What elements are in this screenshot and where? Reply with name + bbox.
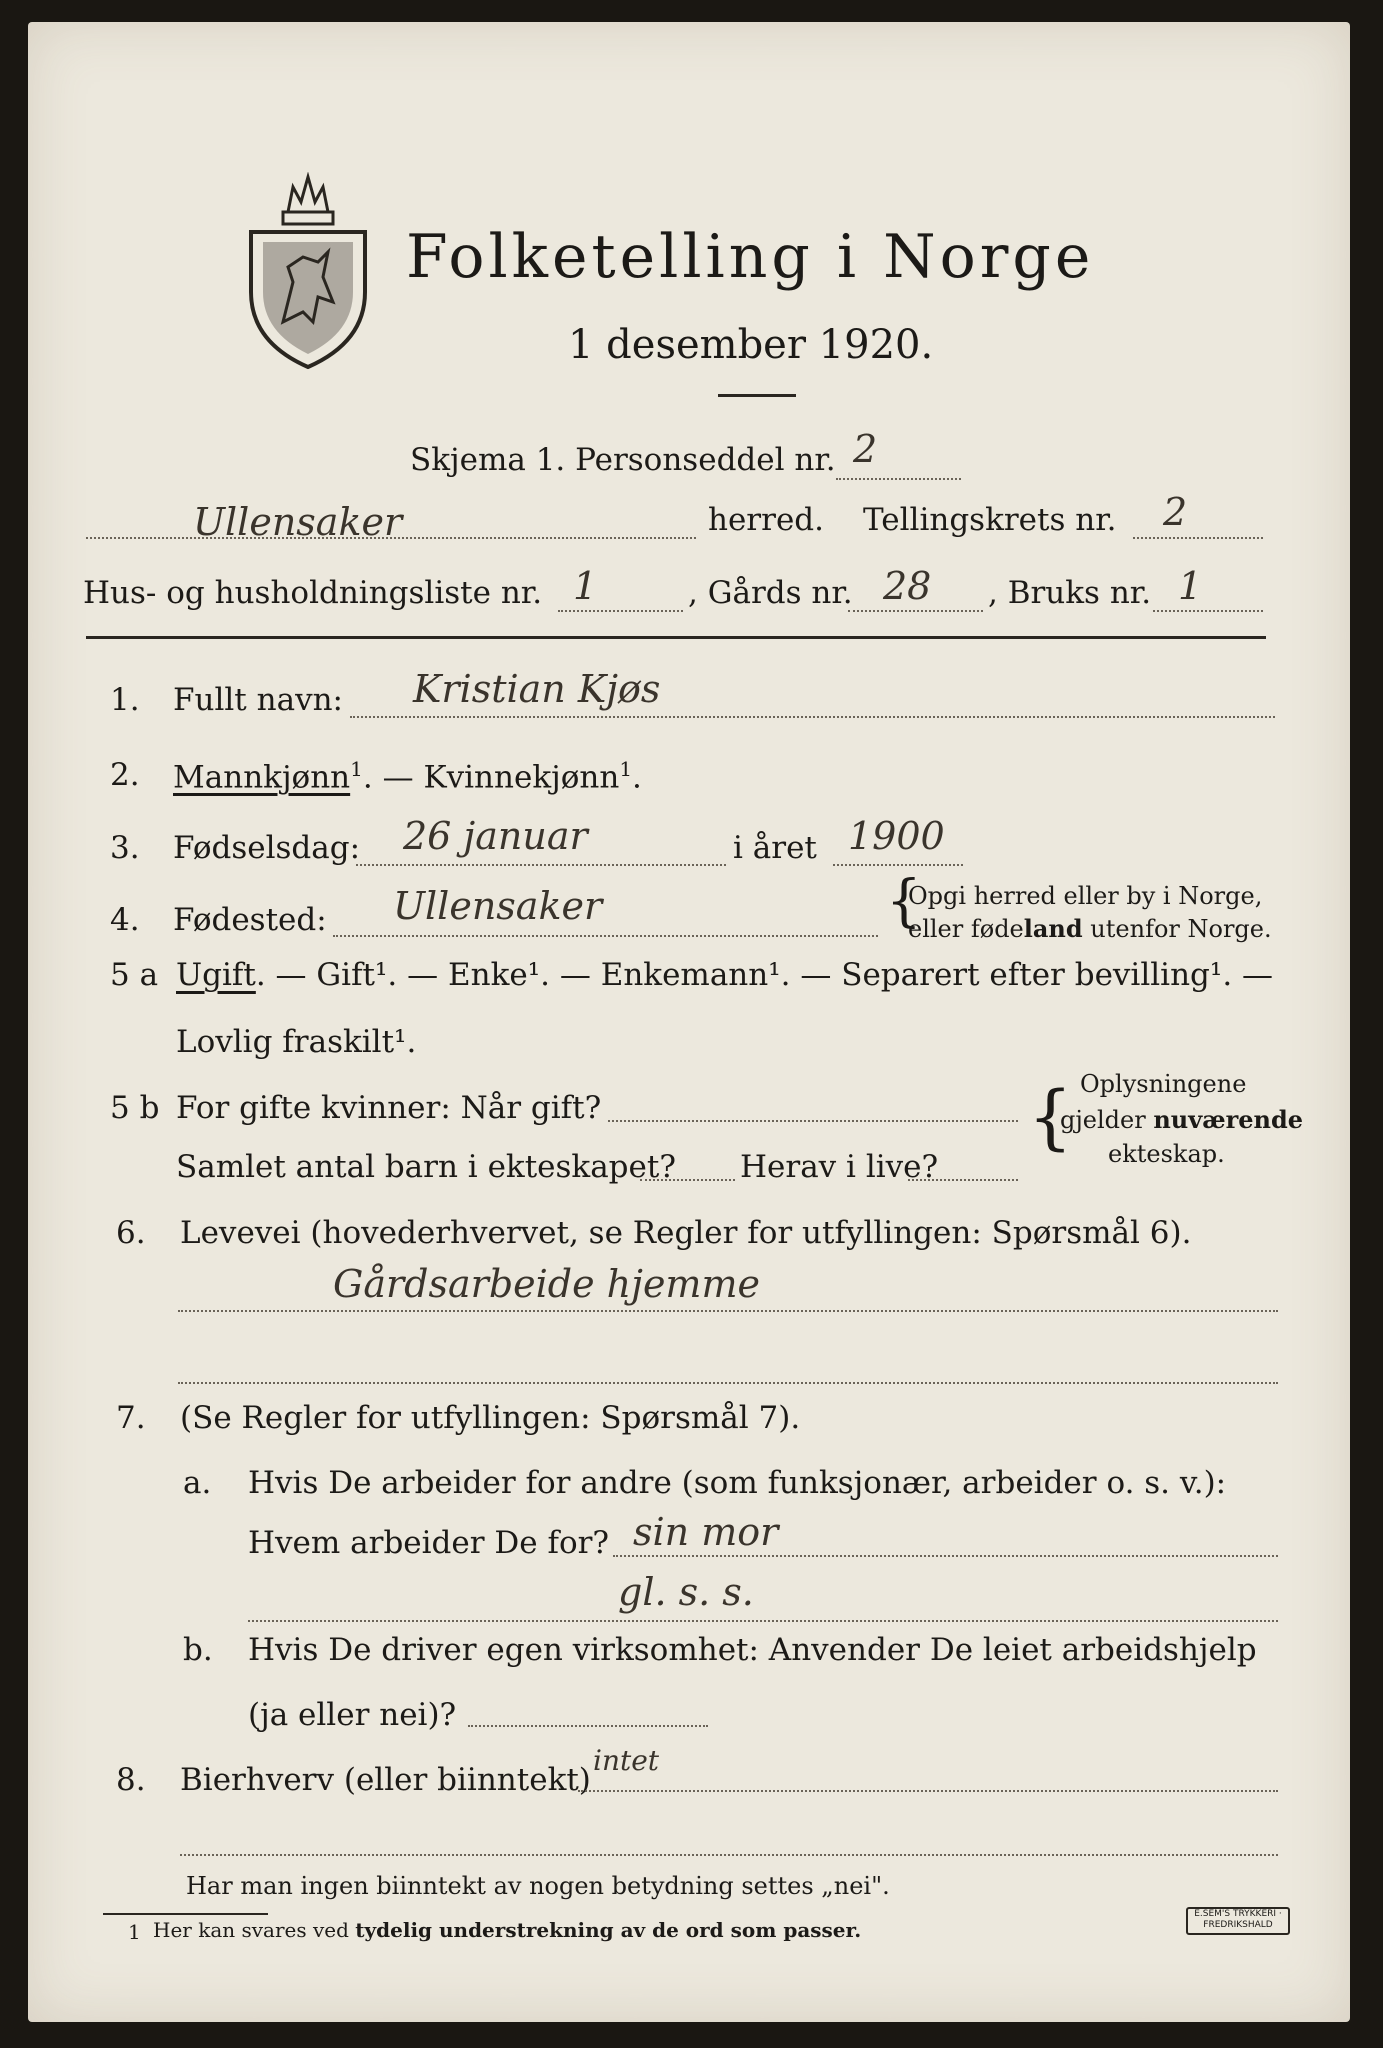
tellingskrets-field <box>1133 537 1263 539</box>
census-date: 1 desember 1920. <box>568 322 934 368</box>
household-list-field <box>558 610 683 612</box>
marital-status-options: Ugift. — Gift¹. — Enke¹. — Enkemann¹. — Separert efter bevilling¹. — <box>176 957 1274 993</box>
form-title: Folketelling i Norge <box>406 222 1095 292</box>
hired-help-field <box>468 1725 708 1727</box>
occupation-field-1 <box>178 1310 1278 1312</box>
bruks-label: , Bruks nr. <box>988 575 1152 611</box>
q1-number: 1. <box>110 682 140 718</box>
footnote-number: 1 <box>128 1920 141 1944</box>
occupation-value: Gårdsarbeide hjemme <box>333 1262 760 1306</box>
marriage-note-3: ekteskap. <box>1108 1140 1225 1168</box>
schema-number-value: 2 <box>853 427 878 471</box>
footnote-text: Her kan svares ved tydelig understrekning av de ord som passer. <box>153 1918 862 1942</box>
hired-help-label: (ja eller nei)? <box>248 1697 457 1733</box>
herred-value: Ullensaker <box>193 500 403 544</box>
q6-number: 6. <box>116 1215 146 1251</box>
printer-stamp: E.SEM'S TRYKKERI · FREDRIKSHALD <box>1186 1907 1290 1935</box>
gards-label: , Gårds nr. <box>688 575 853 611</box>
q5b-brace: { <box>1028 1076 1073 1158</box>
household-list-value: 1 <box>573 564 598 608</box>
married-when-label: For gifte kvinner: Når gift? <box>176 1090 602 1126</box>
gender-female-option: Kvinnekjønn <box>423 759 620 796</box>
marriage-note-2: gjelder nuværende <box>1060 1105 1304 1134</box>
schema-number-field <box>836 478 961 480</box>
schema-label: Skjema 1. Personseddel nr. <box>410 442 836 478</box>
employer-label: Hvem arbeider De for? <box>248 1525 610 1561</box>
q1-label: Fullt navn: <box>173 682 343 718</box>
q7-label: (Se Regler for utfyllingen: Spørsmål 7). <box>180 1400 801 1436</box>
q4-number: 4. <box>110 902 140 938</box>
household-list-label: Hus- og husholdningsliste nr. <box>83 575 543 611</box>
employer-value: sin mor <box>633 1510 779 1554</box>
side-income-field-1 <box>578 1790 1278 1792</box>
birthplace-note-1: Opgi herred eller by i Norge, <box>908 882 1263 910</box>
marital-unmarried-option: Ugift <box>176 957 256 993</box>
birthplace-value: Ullensaker <box>393 884 603 928</box>
tellingskrets-value: 2 <box>1163 490 1188 534</box>
gender-options: Mannkjønn$^1$. — Kvinnekjønn$^1$. <box>173 757 642 796</box>
q7b-letter: b. <box>183 1632 213 1668</box>
coat-of-arms-emblem <box>243 172 373 372</box>
bruks-value: 1 <box>1178 564 1203 608</box>
q7-number: 7. <box>116 1400 146 1436</box>
birth-year-label: i året <box>733 830 817 866</box>
birthday-value: 26 januar <box>403 814 588 858</box>
birthplace-field <box>333 935 878 937</box>
q7b-text: Hvis De driver egen virksomhet: Anvender De leiet arbeidshjelp <box>248 1632 1257 1668</box>
marriage-note-1: Oplysningene <box>1080 1070 1247 1098</box>
title-divider <box>718 394 796 397</box>
q5b-number: 5 b <box>110 1090 160 1126</box>
side-income-label: Bierhverv (eller biinntekt) <box>180 1762 591 1798</box>
gards-field <box>848 610 983 612</box>
full-name-field <box>350 716 1275 718</box>
q2-number: 2. <box>110 757 140 793</box>
full-name-value: Kristian Kjøs <box>413 667 661 711</box>
header-divider <box>86 636 1266 639</box>
employer-field-2 <box>248 1620 1278 1622</box>
no-income-note: Har man ingen biinntekt av nogen betydning settes „nei". <box>186 1872 890 1900</box>
gards-value: 28 <box>883 564 932 608</box>
bruks-field <box>1153 610 1263 612</box>
gender-male-option: Mannkjønn <box>173 759 351 796</box>
q5a-number: 5 a <box>110 957 159 993</box>
q8-number: 8. <box>116 1762 146 1798</box>
birthplace-note-2: eller fødeland utenfor Norge. <box>908 914 1272 943</box>
marital-divorced-option: Lovlig fraskilt¹. <box>176 1024 417 1060</box>
children-total-field <box>640 1179 735 1181</box>
q4-label: Fødested: <box>173 902 327 938</box>
tellingskrets-label: Tellingskrets nr. <box>863 502 1117 538</box>
birthday-field <box>356 864 726 866</box>
footnote-divider <box>103 1913 268 1915</box>
children-alive-field <box>908 1179 1018 1181</box>
side-income-field-2 <box>180 1854 1278 1856</box>
side-income-value: intet <box>593 1744 660 1777</box>
q3-number: 3. <box>110 830 140 866</box>
married-when-field <box>608 1120 1018 1122</box>
census-form-page <box>28 22 1350 2022</box>
q7a-letter: a. <box>183 1465 212 1501</box>
q4-brace: { <box>886 869 922 934</box>
occupation-field-2 <box>178 1382 1278 1384</box>
q3-label: Fødselsdag: <box>173 830 361 866</box>
occupation-label: Levevei (hovederhvervet, se Regler for utfyllingen: Spørsmål 6). <box>180 1215 1192 1251</box>
employer-field-1 <box>613 1555 1278 1557</box>
children-alive-label: Herav i live? <box>740 1149 939 1185</box>
q7a-text: Hvis De arbeider for andre (som funksjonær, arbeider o. s. v.): <box>248 1465 1227 1501</box>
employer-value-2: gl. s. s. <box>618 1570 754 1614</box>
birth-year-field <box>833 864 963 866</box>
herred-field <box>86 537 696 539</box>
children-total-label: Samlet antal barn i ekteskapet? <box>176 1149 676 1185</box>
herred-label: herred. <box>708 502 824 538</box>
birth-year-value: 1900 <box>848 814 945 858</box>
